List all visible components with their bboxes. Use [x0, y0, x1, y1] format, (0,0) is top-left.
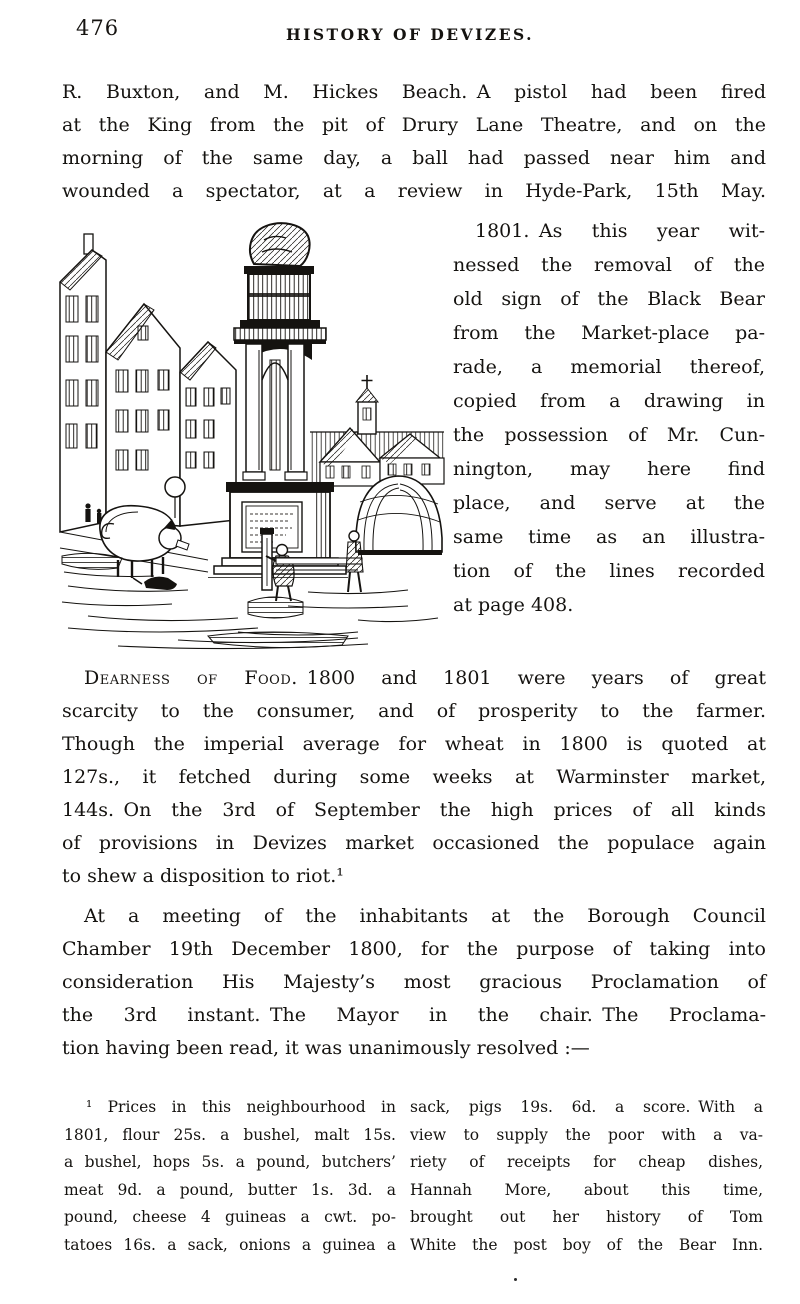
footnote-line: Hannah More, about this time,	[410, 1180, 763, 1199]
text-line: of provisions in Devizes market occasioned the populace again	[62, 832, 766, 854]
footnote-line: White the post boy of the Bear Inn.	[410, 1235, 763, 1254]
text-line: place, and serve at the	[453, 492, 765, 514]
text-line: R. Buxton, and M. Hickes Beach. A pistol had been fired	[62, 81, 766, 103]
text-line: same time as an illustra-	[453, 526, 765, 548]
section-heading: Dearness of Food.	[84, 667, 298, 689]
text-line: copied from a drawing in	[453, 390, 765, 412]
market-cross-illustration-svg	[58, 220, 446, 652]
text-line: Chamber 19th December 1800, for the purpose of taking into	[62, 938, 766, 960]
text-line: at the King from the pit of Drury Lane Theatre, and on the	[62, 114, 766, 136]
text-line: 1801. As this year wit-	[475, 220, 765, 242]
text-line: morning of the same day, a ball had passed near him and	[62, 147, 766, 169]
paragraph-borough-meeting	[62, 900, 766, 1065]
text-line: the possession of Mr. Cun-	[453, 424, 765, 446]
text-span: 1800 and 1801 were years of great	[306, 667, 766, 689]
footnote-line: a bushel, hops 5s. a pound, butchers’	[64, 1153, 396, 1171]
text-line: at page 408.	[453, 594, 574, 616]
text-line: Though the imperial average for wheat in 1800 is quoted at	[62, 733, 766, 755]
footnote-line: pound, cheese 4 guineas a cwt. po-	[64, 1208, 396, 1226]
text-line: to shew a disposition to riot.¹	[62, 865, 344, 887]
text-line: consideration His Majesty’s most gracious Proclamation of	[62, 971, 766, 993]
market-place-engraving	[58, 220, 446, 652]
text-line: nington, may here find	[453, 458, 765, 480]
page-number: 476	[76, 16, 120, 40]
text-line: 127s., it fetched during some weeks at Warminster market,	[62, 766, 766, 788]
paragraph-1801	[453, 214, 765, 622]
text-line: tion having been read, it was unanimously resolved :—	[62, 1037, 590, 1059]
text-line: At a meeting of the inhabitants at the Borough Council	[84, 905, 766, 927]
footnote-line: riety of receipts for cheap dishes,	[410, 1153, 763, 1171]
text-line	[62, 662, 766, 695]
footnote-column-left	[64, 1094, 396, 1259]
footnote-line: tatoes 16s. a sack, onions a guinea a	[64, 1235, 396, 1254]
text-line: rade, a memorial thereof,	[453, 356, 765, 378]
footnote-line: view to supply the poor with a va-	[410, 1125, 763, 1144]
text-line: tion of the lines recorded	[453, 560, 765, 582]
ink-speck	[514, 1278, 517, 1281]
running-header: HISTORY OF DEVIZES.	[285, 25, 535, 44]
footnote-line: meat 9d. a pound, butter 1s. 3d. a	[64, 1180, 396, 1199]
text-line: nessed the removal of the	[453, 254, 765, 276]
text-line: scarcity to the consumer, and of prosperity to the farmer.	[62, 700, 766, 722]
footnote-line: 1801, flour 25s. a bushel, malt 15s.	[64, 1125, 396, 1144]
footnote-line: sack, pigs 19s. 6d. a score. With a	[410, 1098, 763, 1116]
footnote-column-right	[410, 1094, 763, 1259]
text-line: from the Market-place pa-	[453, 322, 765, 344]
text-line: old sign of the Black Bear	[453, 288, 765, 310]
text-line: wounded a spectator, at a review in Hyde-Park, 15th May.	[62, 180, 766, 202]
paragraph-opening	[62, 76, 766, 208]
text-line: the 3rd instant. The Mayor in the chair. The Proclama-	[62, 1004, 766, 1026]
footnote-line: ¹ Prices in this neighbourhood in	[86, 1098, 396, 1116]
text-line: 144s. On the 3rd of September the high prices of all kinds	[62, 799, 766, 821]
paragraph-dearness-of-food	[62, 662, 766, 893]
footnote-line: brought out her history of Tom	[410, 1208, 763, 1226]
